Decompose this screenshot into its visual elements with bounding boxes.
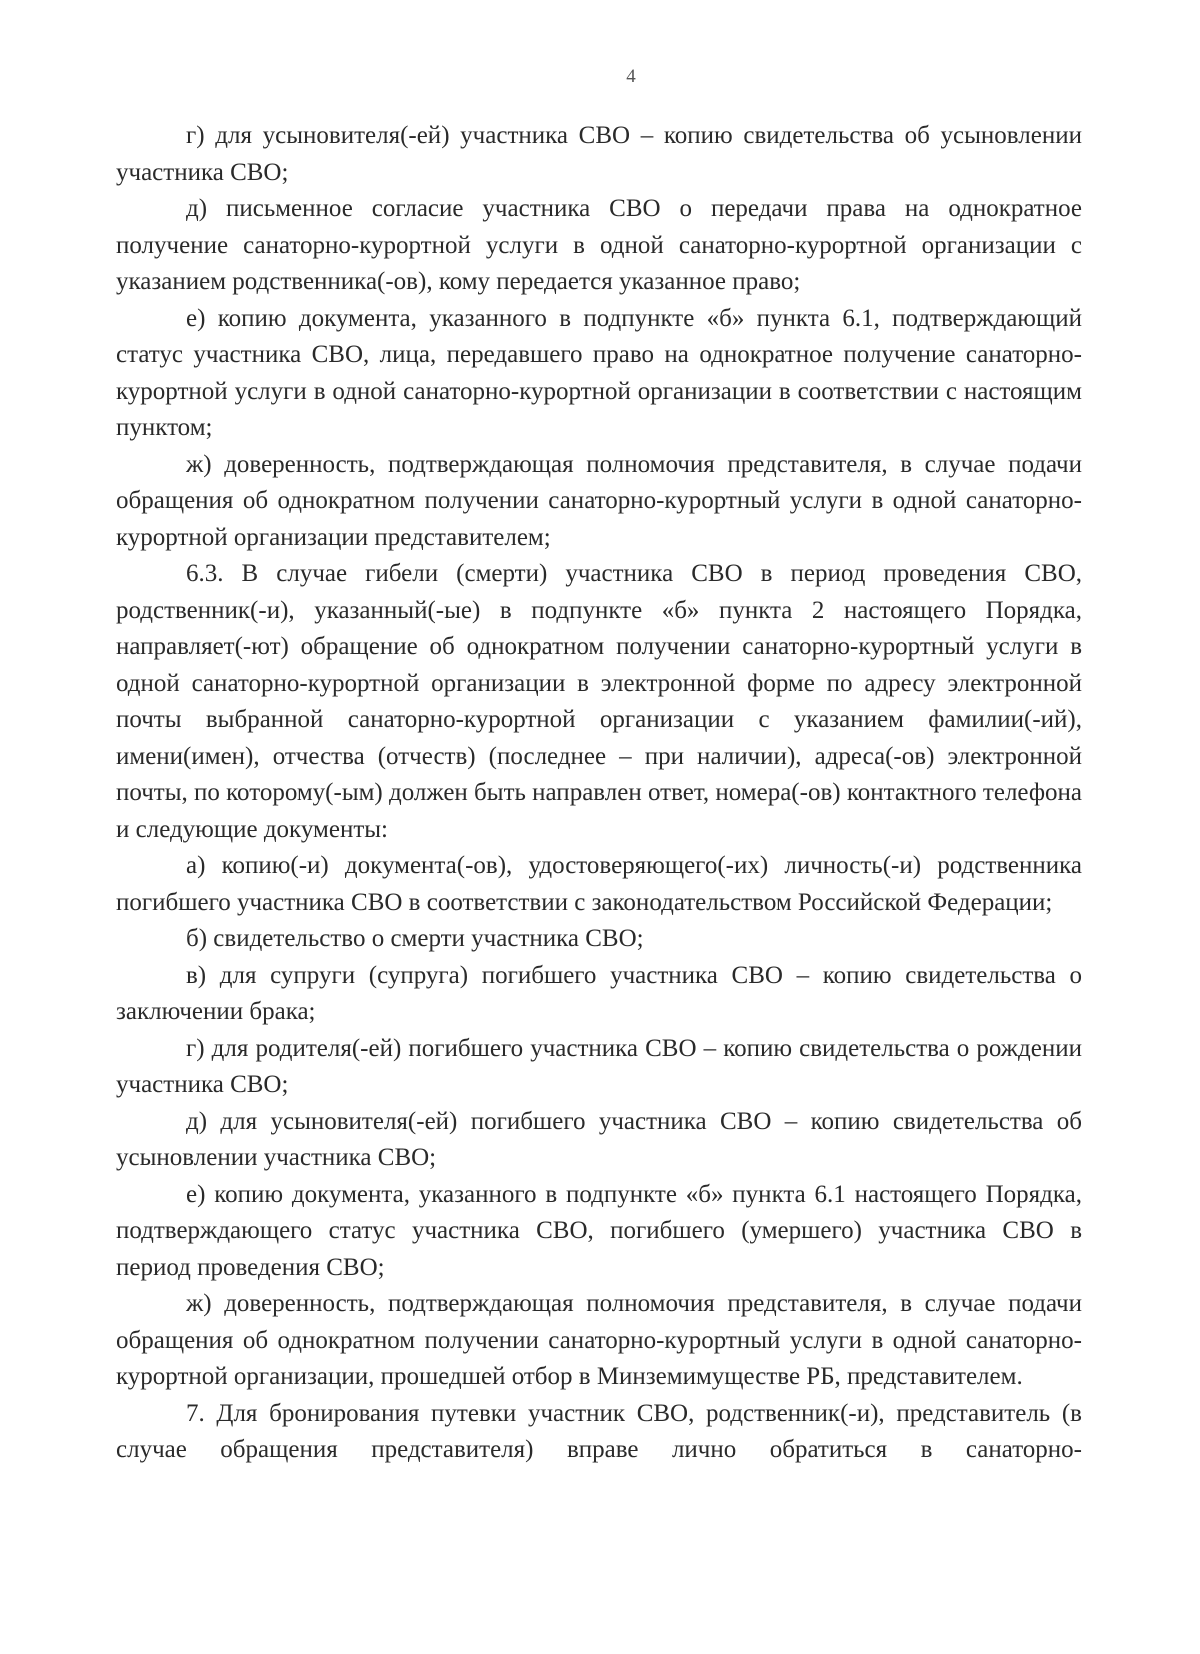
paragraph: ж) доверенность, подтверждающая полномочия представителя, в случае подачи обращения об однократном получении санаторно-курортный услуги в одной санаторно-курортной организации, прошедшей отбор в Минземимуществе РБ, представителем.	[116, 1290, 1082, 1390]
paragraph: е) копию документа, указанного в подпункте «б» пункта 6.1 настоящего Порядка, подтверждающего статус участника СВО, погибшего (умершего) участника СВО в период проведения СВО;	[116, 1180, 1082, 1281]
document-body	[116, 118, 1082, 1469]
paragraph: 6.3. В случае гибели (смерти) участника СВО в период проведения СВО, родственник(-и), указанный(-ые) в подпункте «б» пункта 2 настоящего Порядка, направляет(-ют) обращение об однократном получении санаторно-курортный услуги в одной санаторно-курортной организации в электронной форме по адресу электронной почты выбранной санаторно-курортной организации с указанием фамилии(-ий), имени(имен), отчества (отчеств) (последнее – при наличии), адреса(-ов) электронной почты, по которому(-ым) должен быть направлен ответ, номера(-ов) контактного телефона и следующие документы:	[116, 560, 1082, 843]
page-number: 4	[626, 66, 636, 87]
paragraph: д) письменное согласие участника СВО о передачи права на однократное получение санаторно-курортной услуги в одной санаторно-курортной организации с указанием родственника(-ов), кому передается указанное право;	[116, 195, 1082, 295]
paragraph: е) копию документа, указанного в подпункте «б» пункта 6.1, подтверждающий статус участника СВО, лица, передавшего право на однократное получение санаторно-курортной услуги в одной санаторно-курортной организации в соответствии с настоящим пунктом;	[116, 304, 1082, 441]
paragraph: б) свидетельство о смерти участника СВО;	[186, 925, 644, 952]
paragraph: г) для усыновителя(-ей) участника СВО – копию свидетельства об усыновлении участника СВО;	[116, 122, 1082, 186]
paragraph: г) для родителя(-ей) погибшего участника СВО – копию свидетельства о рождении участника СВО;	[116, 1034, 1082, 1098]
paragraph: в) для супруги (супруга) погибшего участника СВО – копию свидетельства о заключении брака;	[116, 961, 1082, 1025]
paragraph: ж) доверенность, подтверждающая полномочия представителя, в случае подачи обращения об однократном получении санаторно-курортный услуги в одной санаторно-курортной организации представителем;	[116, 450, 1082, 551]
paragraph: а) копию(-и) документа(-ов), удостоверяющего(-их) личность(-и) родственника погибшего участника СВО в соответствии с законодательством Российской Федерации;	[116, 852, 1082, 916]
paragraph-continued: 7. Для бронирования путевки участник СВО, родственник(-и), представитель (в случае обращения представителя) вправе лично обратиться в санаторно-	[116, 1399, 1082, 1463]
paragraph: д) для усыновителя(-ей) погибшего участника СВО – копию свидетельства об усыновлении участника СВО;	[116, 1107, 1082, 1171]
